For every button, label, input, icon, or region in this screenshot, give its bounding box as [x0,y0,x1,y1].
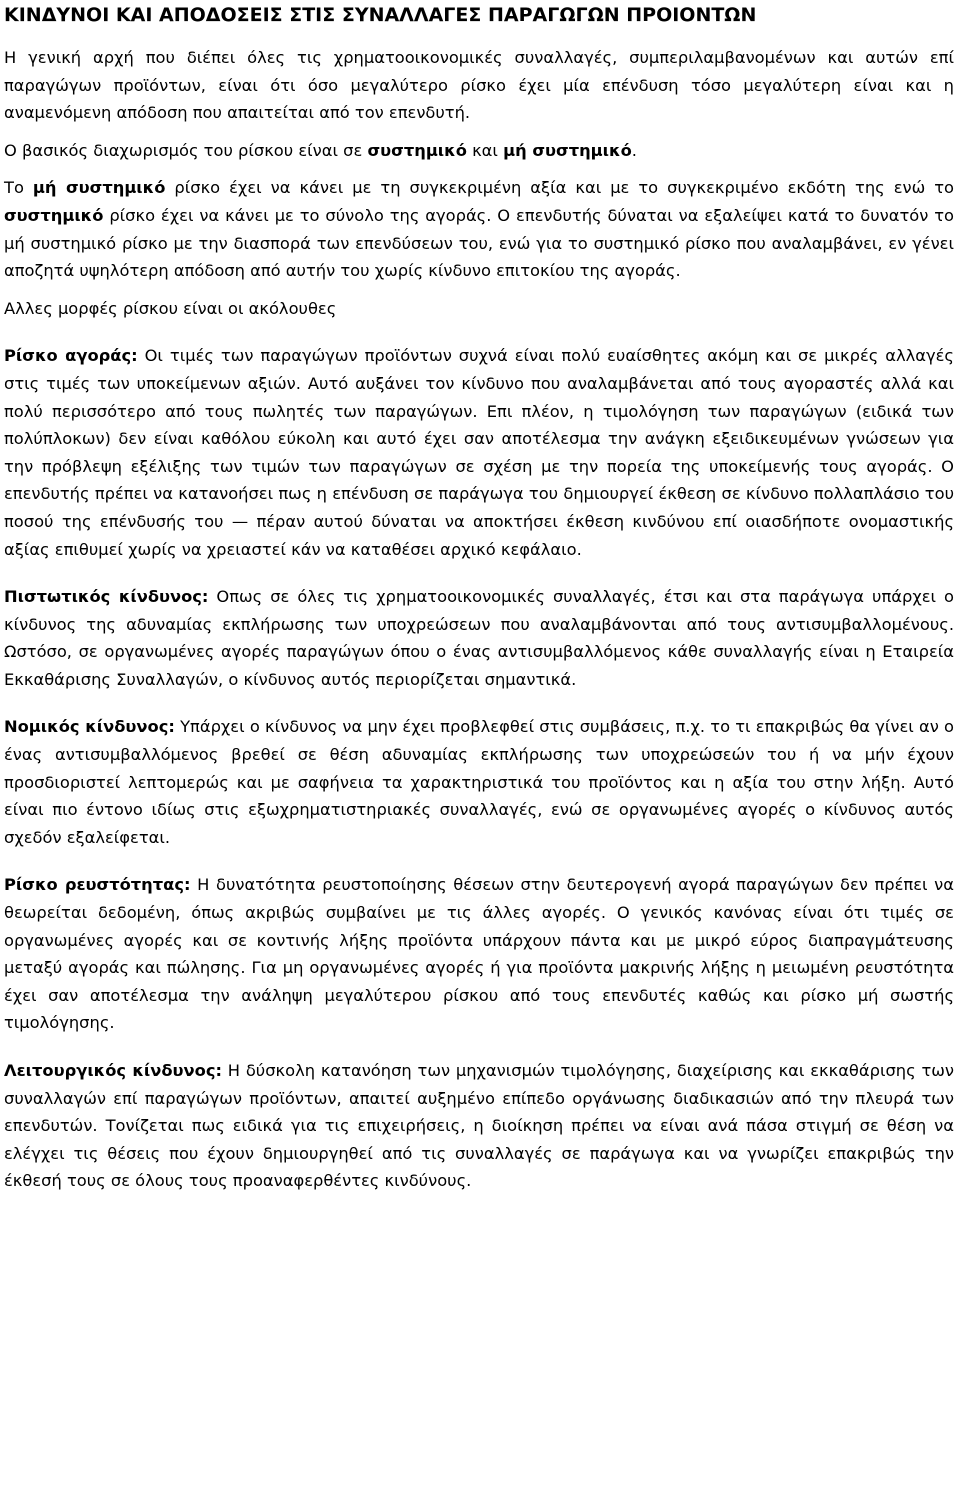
bold-term: μή συστημικό [32,178,166,198]
bold-term: συστημικό [367,140,467,160]
risk-label: Νομικός κίνδυνος: [4,717,175,737]
systemic-risk-paragraph [4,174,954,284]
risk-label: Ρίσκο ρευστότητας: [4,875,191,895]
page-title: ΚΙΝΔΥΝΟΙ ΚΑΙ ΑΠΟΔΟΣΕΙΣ ΣΤΙΣ ΣΥΝΑΛΛΑΓΕΣ ΠΑΡΑΓΩΓΩΝ ΠΡΟΙΟΝΤΩΝ [4,4,757,26]
risk-division-paragraph [4,137,954,165]
risk-text: Η δύσκολη κατανόηση των μηχανισμών τιμολόγησης, διαχείρισης και εκκαθάρισης των συναλλαγών επί παραγώγων προϊόντων, απαιτεί αυξημένο επίπεδο οργάνωσης διαδικασιών από την πλευρά των επενδυτών. Τονίζεται πως ειδικά για τις επιχειρήσεις, η διοίκηση πρέπει να είναι ανά πάσα στιγμή σε θέση να ελέγχει τις θέσεις που έχουν δημιουργηθεί από τις συναλλαγές σε παράγωγα και να γνωρίζει επακριβώς την έκθεσή τους σε όλους τους προαναφερθέντες κινδύνους. [4,1061,954,1191]
bold-term: μή συστημικό [503,140,632,160]
liquidity-risk-paragraph [4,871,954,1037]
text-span: Το [4,178,33,198]
text-span: . [631,140,637,160]
risk-label: Λειτουργικός κίνδυνος: [4,1061,222,1080]
other-forms-paragraph: Αλλες μορφές ρίσκου είναι οι ακόλουθες [4,298,337,318]
credit-risk-paragraph [4,583,954,693]
intro-paragraph: Η γενική αρχή που διέπει όλες τις χρηματοοικονομικές συναλλαγές, συμπεριλαμβανομένων και αυτών επί παραγώγων προϊόντων, είναι ότι όσο μεγαλύτερο ρίσκο έχει μία επένδυση τόσο μεγαλύτερη είναι και η αναμενόμενη απόδοση που απαιτείται από τον επενδυτή. [4,48,954,123]
risk-label: Πιστωτικός κίνδυνος: [4,587,209,607]
risk-text: Οι τιμές των παραγώγων προϊόντων συχνά είναι πολύ ευαίσθητες ακόμη και σε μικρές αλλαγές στις τιμές των υποκείμενων αξιών. Αυτό αυξάνει τον κίνδυνο που αναλαμβάνεται από τους αγοραστές αλλά και πολύ περισσότερο από τους πωλητές των παραγώγων. Επι πλέον, η τιμολόγηση των παραγώγων (ειδικά των πολύπλοκων) δεν είναι καθόλου εύκολη και αυτό έχει σαν αποτέλεσμα την ανάγκη εξειδικευμένων γνώσεων για την πρόβλεψη εξέλιξης των τιμών των παραγώγων σε σχέση με την πορεία της υποκείμενής τους αγοράς. Ο επενδυτής πρέπει να κατανοήσει πως η επένδυση σε παράγωγα του δημιουργεί έκθεση σε κίνδυνο πολλαπλάσιο του ποσού της επένδυσής του — πέραν αυτού δύναται να αποκτήσει έκθεση κινδύνου επί οιασδήποτε ονομαστικής αξίας επιθυμεί χωρίς να χρειαστεί κάν να καταθέσει αρχικό κεφάλαιο. [4,346,954,559]
bold-term: συστημικό [4,205,104,225]
text-span: Ο βασικός διαχωρισμός του ρίσκου είναι σε [4,140,368,160]
legal-risk-paragraph [4,713,954,851]
market-risk-paragraph [4,342,954,563]
risk-text: Η δυνατότητα ρευστοποίησης θέσεων στην δευτερογενή αγορά παραγώγων δεν πρέπει να θεωρείται δεδομένη, όπως ακριβώς συμβαίνει με τις άλλες αγορές. Ο γενικός κανόνας είναι ότι τιμές σε οργανωμένες αγορές και σε κοντινής λήξης προϊόντα υπάρχουν πάντα και με μικρό εύρος διαπραγμάτευσης μεταξύ αγοράς και πώλησης. Για μη οργανωμένες αγορές ή για προϊόντα μακρινής λήξης η μειωμένη ρευστότητα έχει σαν αποτέλεσμα την ανάληψη μεγαλύτερου ρίσκου από τους επενδυτές καθώς και ρίσκο μή σωστής τιμολόγησης. [4,875,954,1033]
text-span: ρίσκο έχει να κάνει με τη συγκεκριμένη αξία και με το συγκεκριμένο εκδότη της ενώ το [165,178,954,198]
risk-label: Ρίσκο αγοράς: [4,346,138,366]
text-span: ρίσκο έχει να κάνει με το σύνολο της αγοράς. Ο επενδυτής δύναται να εξαλείψει κατά το δυνατόν το μή συστημικό ρίσκο με την διασπορά των επενδύσεων του, ενώ για το συστημικό ρίσκο που αναλαμβάνει, εν γένει αποζητά υψηλότερη απόδοση από αυτήν του χωρίς κίνδυνο επιτοκίου της αγοράς. [4,205,954,281]
risk-text: Υπάρχει ο κίνδυνος να μην έχει προβλεφθεί στις συμβάσεις, π.χ. το τι επακριβώς θα γίνει αν ο ένας αντισυμβαλλόμενος βρεθεί σε θέση αδυναμίας εκπλήρωσης των υποχρεώσεών του ή να μήν έχουν προσδιοριστεί λεπτομερώς και με σαφήνεια τα χαρακτηριστικά του προϊόντος και η αξία του στην λήξη. Αυτό είναι πιο έντονο ιδίως στις εξωχρηματιστηριακές συναλλαγές, ενώ σε οργανωμένες αγορές ο κίνδυνος αυτός σχεδόν εξαλείφεται. [4,717,955,847]
risk-text: Οπως σε όλες τις χρηματοοικονομικές συναλλαγές, έτσι και στα παράγωγα υπάρχει ο κίνδυνος της αδυναμίας εκπλήρωσης των υποχρεώσεων που αναλαμβάνονται από τους αντισυμβαλλομένους. Ωστόσο, σε οργανωμένες αγορές παραγώγων όπου ο ένας αντισυμβαλλόμενος κάθε συναλλαγής είναι η Εταιρεία Εκκαθάρισης Συναλλαγών, ο κίνδυνος αυτός περιορίζεται σημαντικά. [4,587,954,689]
text-span: και [466,140,504,160]
operational-risk-paragraph [4,1057,954,1195]
